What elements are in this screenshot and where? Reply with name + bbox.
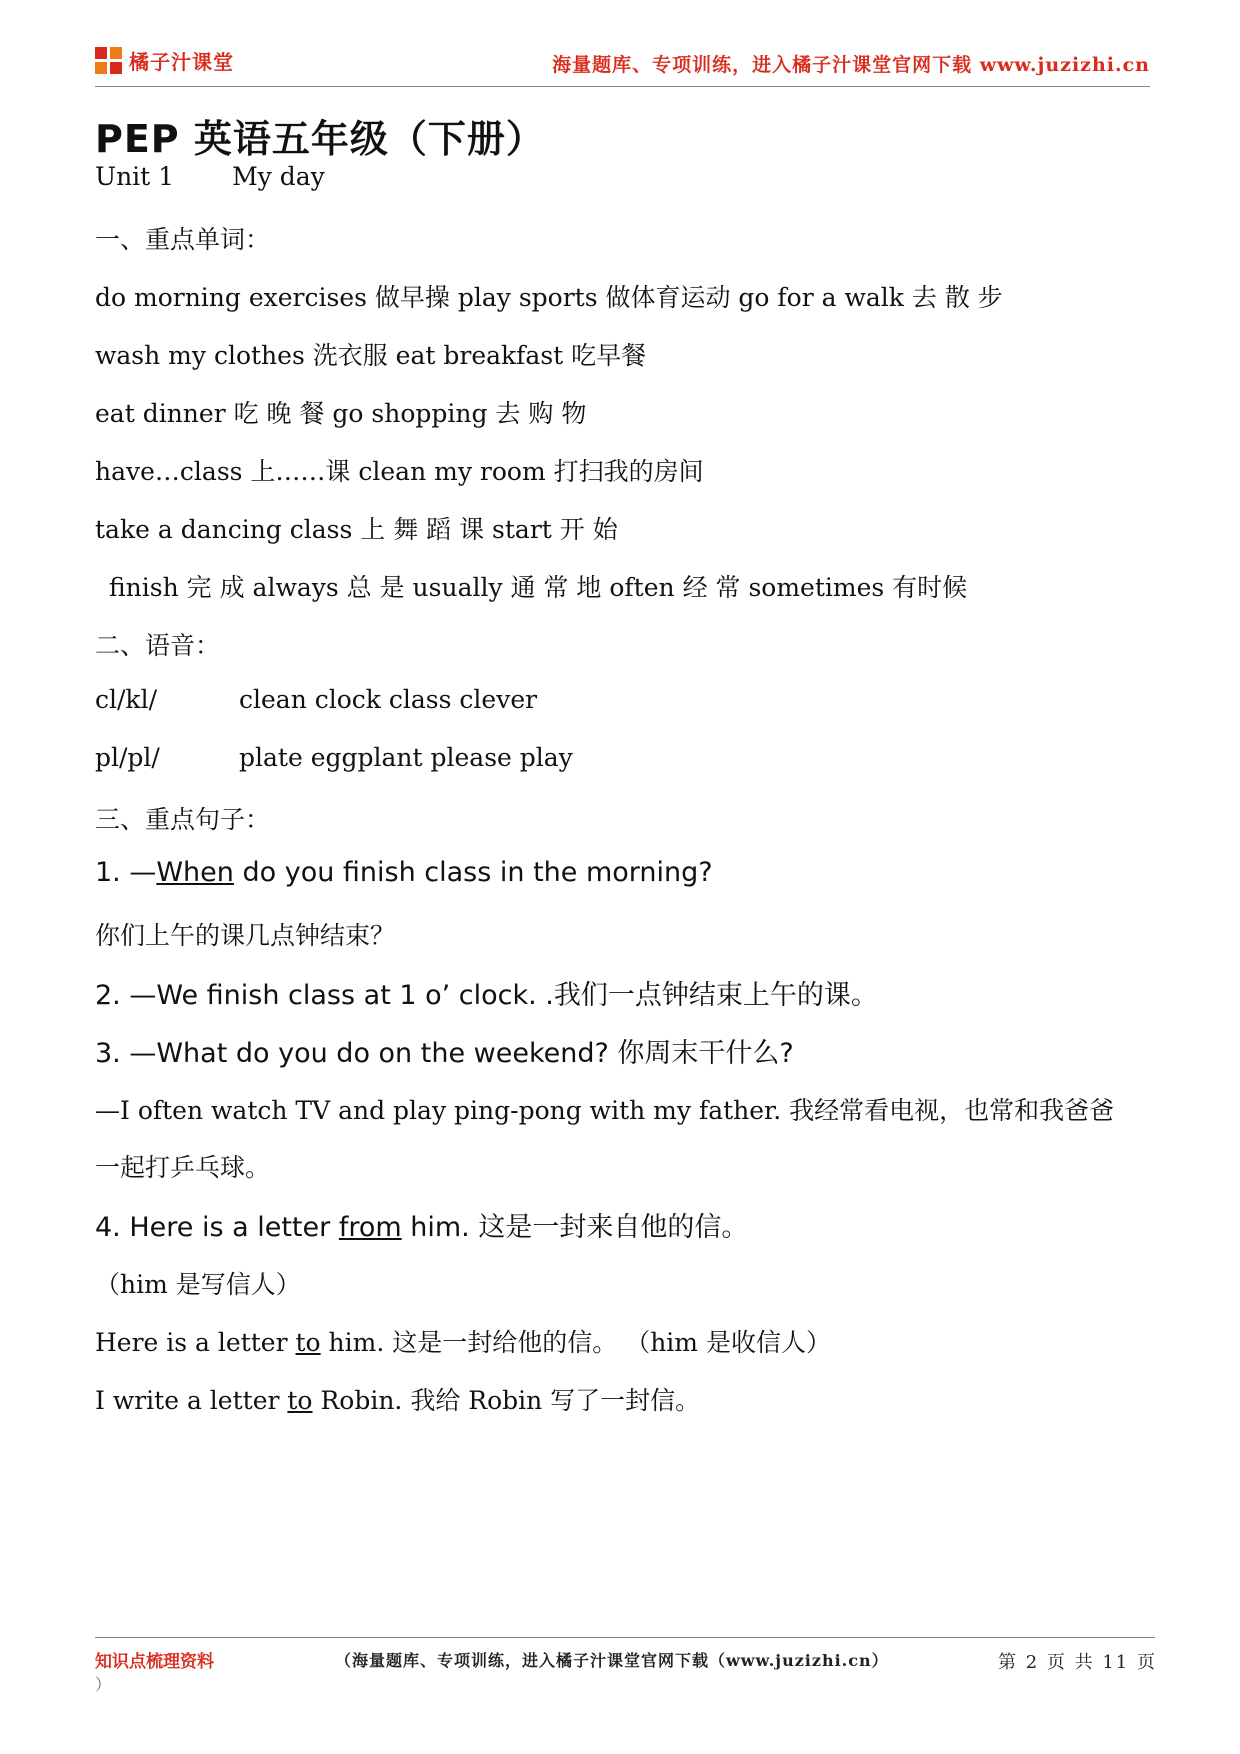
phonics-row-cl [95,685,537,714]
logo-text: 橘子汁课堂 [129,50,234,74]
footer-divider [95,1637,1155,1638]
sentence-4 [95,1205,748,1244]
vocab-line-1: do morning exercises 做早操 play sports 做体育运动 go for a walk 去 散 步 [95,283,1003,312]
phonics-row-pl [95,743,573,772]
sentence-text: Here is a letter [95,1328,296,1357]
logo-squares-icon [95,47,123,75]
vocab-line-5: take a dancing class 上 舞 蹈 课 start 开 始 [95,515,618,544]
brand-logo[interactable] [95,46,234,75]
underlined-word: to [295,1328,321,1357]
unit-heading [95,162,325,191]
sentence-2: 2. —We finish class at 1 o’ clock. .我们一点钟结束上午的课。 [95,980,878,1011]
page-number: 第 2 页 共 11 页 [998,1652,1157,1673]
header-tagline[interactable]: 海量题库、专项训练，进入橘子汁课堂官网下载 www.juzizhi.cn [552,54,1150,76]
sentence-text: Robin. 我给 Robin 写了一封信。 [312,1386,701,1415]
page-header [95,40,1150,84]
sentence-6 [95,1381,700,1417]
footer-paren: ） [95,1675,112,1694]
footer-label: 知识点梳理资料 [95,1652,214,1672]
sentence-text: him. 这是一封来自他的信。 [401,1212,749,1243]
phonics-words: clean clock class clever [239,685,538,714]
sentence-3: 3. —What do you do on the weekend? 你周末干什么? [95,1038,794,1069]
sentence-4-note: （him 是写信人） [95,1270,301,1299]
footer-website-link[interactable]: （海量题库、专项训练，进入橘子汁课堂官网下载（www.juzizhi.cn） [335,1651,889,1670]
unit-name: My day [232,162,325,191]
words-heading: 一、重点单词： [95,225,271,254]
sentence-5 [95,1323,831,1359]
sentence-3-answer: —I often watch TV and play ping-pong with my father. 我经常看电视，也常和我爸爸 [95,1096,1115,1125]
vocab-line-4: have…class 上……课 clean my room 打扫我的房间 [95,457,704,486]
vocab-line-3: eat dinner 吃 晚 餐 go shopping 去 购 物 [95,399,587,428]
sentence-number: 1. — [95,857,157,888]
sentence-1 [95,857,713,888]
underlined-word: to [287,1386,313,1415]
phonics-sound: pl/pl/ [95,743,160,772]
header-divider [95,86,1150,87]
vocab-line-2: wash my clothes 洗衣服 eat breakfast 吃早餐 [95,341,647,370]
phonics-heading: 二、语音： [95,631,221,660]
sentence-text: I write a letter [95,1386,288,1415]
page-title: PEP 英语五年级（下册） [95,117,545,161]
sentence-1-translation: 你们上午的课几点钟结束？ [95,921,396,950]
sentence-text: do you finish class in the morning? [233,857,713,888]
underlined-word: When [156,857,234,888]
underlined-word: from [338,1212,402,1243]
unit-label: Unit 1 [95,162,175,191]
sentence-3-answer-cont: 一起打乒乓球。 [95,1153,271,1182]
phonics-sound: cl/kl/ [95,685,157,714]
sentence-text: 4. Here is a letter [95,1212,339,1243]
sentences-heading: 三、重点句子： [95,805,271,834]
vocab-line-6: finish 完 成 always 总 是 usually 通 常 地 often 经 常 sometimes 有时候 [109,573,968,602]
phonics-words: plate eggplant please play [239,743,573,772]
sentence-text: him. 这是一封给他的信。 （him 是收信人） [320,1328,831,1357]
